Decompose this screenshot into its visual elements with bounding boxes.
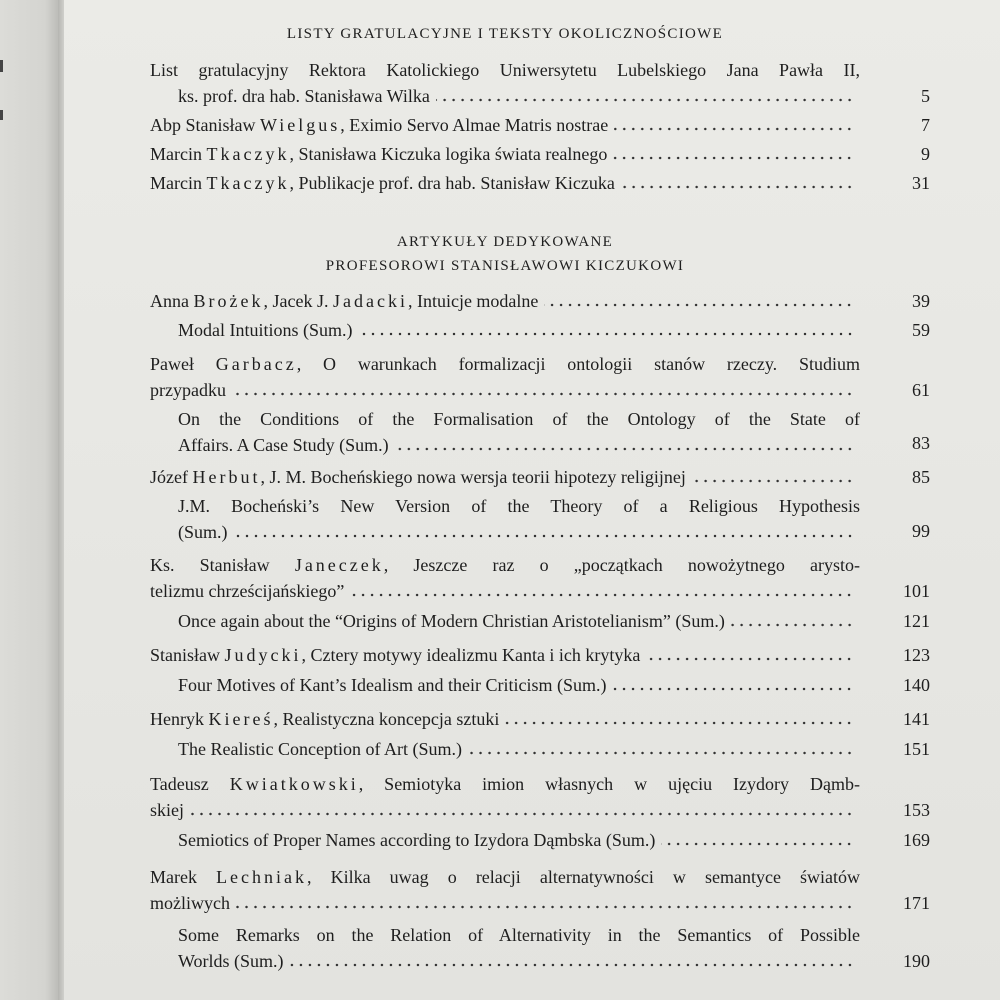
- page-number: 141: [903, 709, 930, 729]
- entry-title-text: , Cztery motywy idealizmu Kanta i ich krytyka: [301, 645, 641, 665]
- page-number: 153: [903, 800, 930, 820]
- summary-title: On the Conditions of the Formalisation of the Ontology of the State of: [178, 409, 860, 429]
- toc-entry: [150, 464, 860, 490]
- entry-title-text: , Realistyczna koncepcja sztuki: [273, 709, 500, 729]
- page-number: 101: [903, 581, 930, 601]
- dot-leader: [468, 751, 854, 755]
- toc-summary-entry: [178, 317, 860, 343]
- author-name: Tkaczyk: [206, 173, 290, 193]
- dot-leader: [359, 332, 855, 336]
- author-name: Kiereś: [208, 709, 274, 729]
- entry-title-text: możliwych: [150, 893, 230, 913]
- page-number: 99: [912, 521, 930, 541]
- facing-page-edge: [0, 0, 60, 1000]
- dot-leader: [232, 392, 854, 396]
- entry-title-text: , Jeszcze raz o „początkach nowożytnego arysto-: [383, 555, 861, 575]
- toc-summary-entry: [178, 608, 860, 634]
- entry-title-text: przypadku: [150, 380, 226, 400]
- toc-entry: [150, 552, 860, 604]
- entry-title-text: , Semiotyka imion własnych w ujęciu Izydory Dąmb-: [358, 774, 860, 794]
- entry-prefix: Józef: [150, 467, 193, 487]
- section-heading: PROFESOROWI STANISŁAWOWI KICZUKOWI: [325, 258, 685, 274]
- entry-title-text: , J. M. Bocheńskiego nowa wersja teorii hipotezy religijnej: [260, 467, 686, 487]
- toc-entry: [150, 351, 860, 403]
- page-number: 39: [912, 291, 930, 311]
- entry-prefix: Henryk: [150, 709, 209, 729]
- author-name: Jadacki: [332, 291, 408, 311]
- page-number: 140: [903, 675, 930, 695]
- page-number: 7: [921, 115, 930, 135]
- page-number: 61: [912, 380, 930, 400]
- author-name: Brożek: [193, 291, 264, 311]
- entry-title-text: , Publikacje prof. dra hab. Stanisław Kiczuka: [289, 173, 615, 193]
- entry-prefix: Tadeusz: [150, 774, 230, 794]
- dot-leader: [234, 534, 855, 538]
- dot-leader: [692, 479, 854, 483]
- dot-leader: [190, 812, 854, 816]
- dot-leader: [290, 963, 854, 967]
- author-name: Janeczek: [294, 555, 384, 575]
- entry-prefix: Marcin: [150, 173, 207, 193]
- dot-leader: [544, 303, 854, 307]
- section-heading: ARTYKUŁY DEDYKOWANE: [396, 234, 614, 250]
- summary-title: Modal Intuitions (Sum.): [178, 320, 353, 340]
- toc-entry: [150, 642, 860, 668]
- entry-title-text: telizmu chrześcijańskiego”: [150, 581, 345, 601]
- page-number: 169: [903, 830, 930, 850]
- dot-leader: [621, 185, 854, 189]
- toc-entry: [150, 706, 860, 732]
- entry-title-text: , O warunkach formalizacji ontologii stanów rzeczy. Studium: [296, 354, 860, 374]
- page-number: 121: [903, 611, 930, 631]
- summary-title: The Realistic Conception of Art (Sum.): [178, 739, 462, 759]
- toc-summary-entry: [178, 736, 860, 762]
- page-number: 59: [912, 320, 930, 340]
- dot-leader: [436, 98, 854, 102]
- summary-title: (Sum.): [178, 522, 228, 542]
- page-number: 190: [903, 951, 930, 971]
- dot-leader: [350, 593, 854, 597]
- page-number: 171: [903, 893, 930, 913]
- entry-prefix: Abp Stanisław: [150, 115, 260, 135]
- entry-title-text: , Eximio Servo Almae Matris nostrae: [340, 115, 609, 135]
- toc-summary-entry: [178, 406, 860, 458]
- dot-leader: [661, 842, 854, 846]
- entry-title-text: , Intuicje modalne: [407, 291, 539, 311]
- author-name: Kwiatkowski: [229, 774, 359, 794]
- entry-prefix: Paweł: [150, 354, 216, 374]
- entry-title-last-line: [150, 83, 860, 109]
- summary-title: Four Motives of Kant’s Idealism and their Criticism (Sum.): [178, 675, 607, 695]
- dot-leader: [612, 687, 854, 691]
- author-name: Garbacz: [215, 354, 297, 374]
- toc-summary-entry: [178, 827, 860, 853]
- entry-title-text: , Stanisława Kiczuka logika świata realnego: [289, 144, 608, 164]
- toc-entry: [150, 288, 860, 314]
- page-number: 31: [912, 173, 930, 193]
- entry-prefix: Anna: [150, 291, 194, 311]
- section-heading: LISTY GRATULACYJNE I TEKSTY OKOLICZNOŚCIOWE: [286, 26, 724, 42]
- page-number: 9: [921, 144, 930, 164]
- summary-title: Worlds (Sum.): [178, 951, 284, 971]
- page-number: 151: [903, 739, 930, 759]
- toc-summary-entry: [178, 922, 860, 974]
- author-name: Tkaczyk: [206, 144, 290, 164]
- toc-entry: [150, 141, 860, 167]
- dot-leader: [505, 721, 854, 725]
- entry-prefix: Marek: [150, 867, 217, 887]
- toc-summary-entry: [178, 672, 860, 698]
- summary-title: Semiotics of Proper Names according to Izydora Dąmbska (Sum.): [178, 830, 656, 850]
- page-number: 123: [903, 645, 930, 665]
- page-number: 5: [921, 86, 930, 106]
- toc-entry: [150, 112, 860, 138]
- facing-page-mark: [0, 110, 3, 120]
- facing-page-mark: [0, 60, 3, 72]
- page-number: 85: [912, 467, 930, 487]
- entry-title-text: , Kilka uwag o relacji alternatywności w semantyce światów: [307, 867, 861, 887]
- page-number: 83: [912, 433, 930, 453]
- toc-entry: [150, 771, 860, 823]
- dot-leader: [236, 905, 854, 909]
- summary-title: Affairs. A Case Study (Sum.): [178, 435, 389, 455]
- summary-title: J.M. Bocheński’s New Version of the Theory of a Religious Hypothesis: [178, 496, 860, 516]
- entry-title-text: ks. prof. dra hab. Stanisława Wilka: [178, 86, 430, 106]
- author-name: Wielgus: [260, 115, 341, 135]
- toc-entry: [150, 57, 860, 109]
- dot-leader: [614, 127, 854, 131]
- entry-prefix: Ks. Stanisław: [150, 555, 295, 575]
- author-name: Judycki: [224, 645, 302, 665]
- entry-prefix: Marcin: [150, 144, 207, 164]
- entry-title-text: skiej: [150, 800, 184, 820]
- toc-entry: [150, 864, 860, 916]
- toc-entry: [150, 170, 860, 196]
- dot-leader: [613, 156, 854, 160]
- summary-title: Some Remarks on the Relation of Alternativity in the Semantics of Possible: [178, 925, 860, 945]
- dot-leader: [731, 623, 854, 627]
- dot-leader: [395, 447, 854, 451]
- summary-title: Once again about the “Origins of Modern Christian Aristotelianism” (Sum.): [178, 611, 725, 631]
- toc-summary-entry: [178, 493, 860, 545]
- entry-prefix: , Jacek J.: [263, 291, 333, 311]
- author-name: Herbut: [192, 467, 261, 487]
- author-name: Lechniak: [216, 867, 308, 887]
- entry-prefix: Stanisław: [150, 645, 225, 665]
- dot-leader: [646, 657, 854, 661]
- entry-title-line: List gratulacyjny Rektora Katolickiego Uniwersytetu Lubelskiego Jana Pawła II,: [150, 60, 860, 80]
